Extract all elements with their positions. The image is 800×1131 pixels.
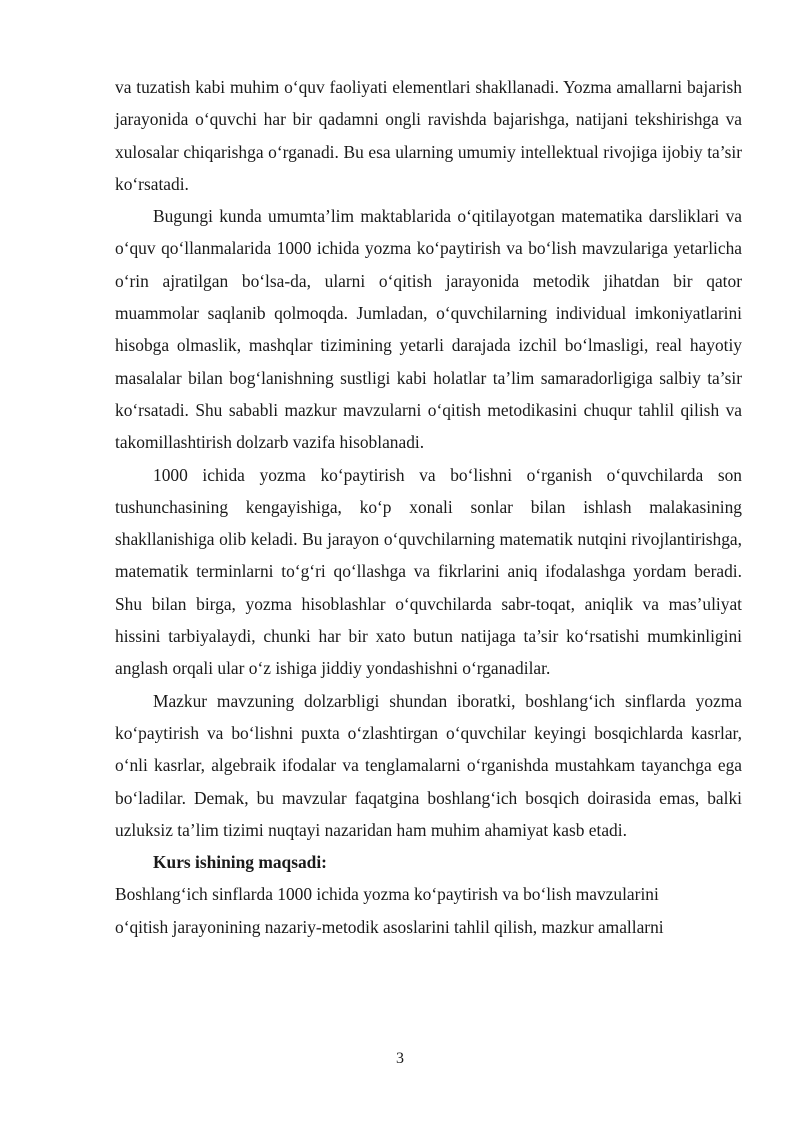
paragraph-relevance: Mazkur mavzuning dolzarbligi shundan iboratki, boshlang‘ich sinflarda yozma ko‘paytirish va bo‘lishni puxta o‘zlashtirgan o‘quvchilar keyingi bosqichlarda kasrlar, o‘nli kasrlar, algebraik ifodalar va tenglamalarni o‘rganishda mustahkam tayanchga ega bo‘ladilar. Demak, bu mavzular faqatgina boshlang‘ich bosqich doirasida emas, balki uzluksiz ta’lim tizimi nuqtayi nazaridan ham muhim ahamiyat kasb etadi. bbox=[115, 690, 742, 840]
section-heading-goal: Kurs ishining maqsadi: bbox=[153, 852, 327, 873]
paragraph-benefits: 1000 ichida yozma ko‘paytirish va bo‘lishni o‘rganish o‘quvchilarda son tushunchasining kengayishiga, ko‘p xonali sonlar bilan ishlash malakasining shakllanishiga olib keladi. Bu jarayon o‘quvchilarning matematik nutqini rivojlantirishga, matematik terminlarni to‘g‘ri qo‘llashga va fikrlarini aniq ifodalashga yordam beradi. Shu bilan birga, yozma hisoblashlar o‘quvchilarda sabr-toqat, aniqlik va mas’uliyat hissini tarbiyalaydi, chunki har bir xato butun natijaga ta’sir ko‘rsatishi mumkinligini anglash orqali ular o‘z ishiga jiddiy yondashishni o‘rganadilar. bbox=[115, 464, 742, 679]
goal-line-2: o‘qitish jarayonining nazariy-metodik asoslarini tahlil qilish, mazkur amallarni bbox=[115, 916, 664, 937]
page-number: 3 bbox=[396, 1050, 404, 1067]
goal-line-1: Boshlang‘ich sinflarda 1000 ichida yozma ko‘paytirish va bo‘lish mavzularini bbox=[115, 884, 659, 905]
document-body bbox=[115, 71, 742, 943]
paragraph-problems: Bugungi kunda umumta’lim maktablarida o‘qitilayotgan matematika darsliklari va o‘quv qo‘llanmalarida 1000 ichida yozma ko‘paytirish va bo‘lish mavzulariga yetarlicha o‘rin ajratilgan bo‘lsa-da, ularni o‘qitish jarayonida metodik jihatdan bir qator muammolar saqlanib qolmoqda. Jumladan, o‘quvchilarning individual imkoniyatlarini hisobga olmaslik, mashqlar tizimining yetarli darajada izchil bo‘lmasligi, real hayotiy masalalar bilan bog‘lanishning sustligi kabi holatlar ta’lim samaradorligiga salbiy ta’sir ko‘rsatadi. Shu sababli mazkur mavzularni o‘qitish metodikasini chuqur tahlil qilish va takomillashtirish dolzarb vazifa hisoblanadi. bbox=[115, 206, 742, 453]
paragraph-continuation: va tuzatish kabi muhim o‘quv faoliyati elementlari shakllanadi. Yozma amallarni bajarish jarayonida o‘quvchi har bir qadamni ongli ravishda bajarishga, natijani tekshirishga va xulosalar chiqarishga o‘rganadi. Bu esa ularning umumiy intellektual rivojiga ijobiy ta’sir ko‘rsatadi. bbox=[115, 77, 742, 194]
